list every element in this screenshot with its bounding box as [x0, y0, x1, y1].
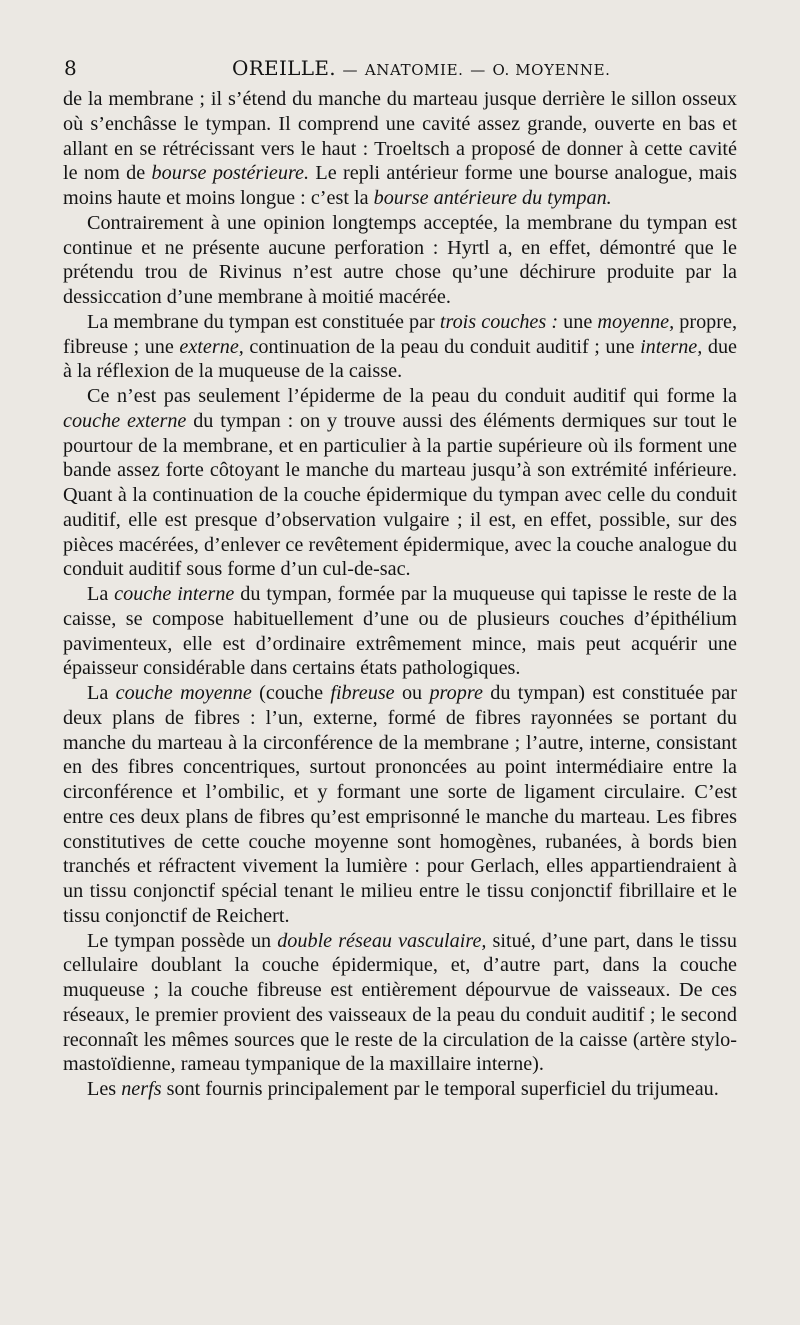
- paragraph: [63, 929, 737, 1078]
- header-subsection: O. MOYENNE.: [492, 61, 611, 79]
- text-run: Le tympan possède un: [87, 929, 278, 952]
- text-run: (couche: [251, 682, 331, 704]
- text-run: La membrane du tympan est constituée par: [87, 310, 440, 333]
- header-dash: —: [470, 61, 486, 79]
- italic-term: externe,: [179, 335, 244, 358]
- body-text: [63, 87, 737, 1102]
- header-section: ANATOMIE.: [364, 61, 464, 79]
- italic-term: couche moyenne: [115, 682, 252, 704]
- italic-term: moyenne,: [597, 310, 675, 333]
- running-header: [64, 56, 736, 82]
- text-run: La: [87, 583, 115, 605]
- header-dash: —: [342, 61, 359, 79]
- text-run: situé, d’une part, dans le tissu cellulaire doublant la couche épidermique, et, d’autre part, dans la couche muqueuse ; la couche fibreuse est entièrement dépourvue de vaisseaux. De ces réseaux, le premier provient des vaisseaux de la peau du conduit auditif ; le second reconnaît les mêmes sources que le reste de la circulation de la caisse (artère stylo-mastoïdienne, rameau tympanique de la maxillaire interne).: [63, 929, 737, 1076]
- text-run: une: [558, 310, 598, 333]
- header-title: OREILLE.: [232, 56, 336, 80]
- italic-term: fibreuse: [330, 682, 395, 704]
- italic-term: couche externe: [63, 409, 187, 432]
- italic-term: couche interne: [114, 583, 235, 605]
- text-run: Contrairement à une opinion longtemps acceptée, la membrane du tympan est continue et ne présente aucune perforation : Hyrtl a, en effet, démontré que le prétendu trou de Rivinus n’est autre chose qu’une déchirure produite par la dessiccation d’une membrane à moitié macérée.: [63, 211, 737, 308]
- running-title: [232, 56, 611, 80]
- paragraph: [63, 582, 737, 681]
- text-run: continuation de la peau du conduit auditif ; une: [243, 335, 641, 358]
- italic-term: nerfs: [121, 1078, 162, 1100]
- italic-term: interne,: [640, 335, 703, 358]
- text-run: propre, fibreuse ; une: [63, 310, 738, 358]
- text-run: Les: [87, 1078, 122, 1100]
- text-run: La: [87, 682, 116, 704]
- italic-term: bourse antérieure du tympan.: [373, 187, 612, 209]
- text-run: du tympan : on y trouve aussi des éléments dermiques sur tout le pourtour de la membrane, et en particulier à la partie supérieure où ils forment une bande assez forte côtoyant le manche du marteau jusqu’à son extrémité inférieure. Quant à la continuation de la couche épidermique du tympan avec celle du conduit auditif, elle est presque d’observation vulgaire ; il est, en effet, possible, sur des pièces macérées, d’enlever ce revêtement épidermique, avec la couche analogue du conduit auditif sous forme d’un cul-de-sac.: [63, 409, 738, 581]
- paragraph: [63, 87, 737, 211]
- italic-term: bourse postérieure.: [151, 162, 310, 185]
- paragraph: [63, 681, 737, 929]
- page-number: 8: [64, 56, 77, 80]
- text-run: du tympan, formée par la muqueuse qui tapisse le reste de la caisse, se compose habituellement d’une ou de plusieurs couches d’épithélium pavimenteux, elle est d’ordinaire extrêmement mince, mais peut acquérir une épaisseur considérable dans certains états pathologiques.: [63, 583, 737, 680]
- text-run: ou: [394, 682, 430, 704]
- text-run: sont fournis principalement par le temporal superficiel du trijumeau.: [161, 1078, 719, 1100]
- text-run: due à la réflexion de la muqueuse de la caisse.: [63, 335, 737, 383]
- text-run: du tympan) est constituée par deux plans de fibres : l’un, externe, formé de fibres rayonnées se portant du manche du marteau à la circonférence de la membrane ; l’autre, interne, consistant en des fibres concentriques, surtout prononcées au point intermédiaire entre la circonférence et l’ombilic, et y formant une sorte de ligament circulaire. C’est entre ces deux plans de fibres qu’est emprisonné le manche du marteau. Les fibres constitutives de cette couche moyenne sont homogènes, rubanées, à bords bien tranchés et réfractent vivement la lumière : pour Gerlach, elles appartiendraient à un tissu conjonctif spécial tenant le milieu entre le tissu conjonctif fibrillaire et le tissu conjonctif de Reichert.: [63, 682, 737, 927]
- paragraph: [63, 1077, 737, 1102]
- paragraph: [63, 211, 737, 310]
- italic-term: propre: [429, 682, 483, 704]
- paragraph: [63, 384, 737, 582]
- paragraph: [63, 310, 737, 384]
- italic-term: double réseau vasculaire,: [277, 929, 487, 952]
- text-run: de la membrane ; il s’étend du manche du marteau jusque derrière le sillon osseux où s’enchâsse le tympan. Il comprend une cavité assez grande, ouverte en bas et allant en se rétrécissant vers le haut : Troeltsch a proposé de donner à cette cavité le nom de: [63, 88, 737, 185]
- italic-term: trois couches :: [439, 310, 559, 333]
- text-run: Ce n’est pas seulement l’épiderme de la peau du conduit auditif qui forme la: [87, 385, 737, 407]
- text-run: Le repli antérieur forme une bourse analogue, mais moins haute et moins longue : c’est la: [63, 162, 738, 209]
